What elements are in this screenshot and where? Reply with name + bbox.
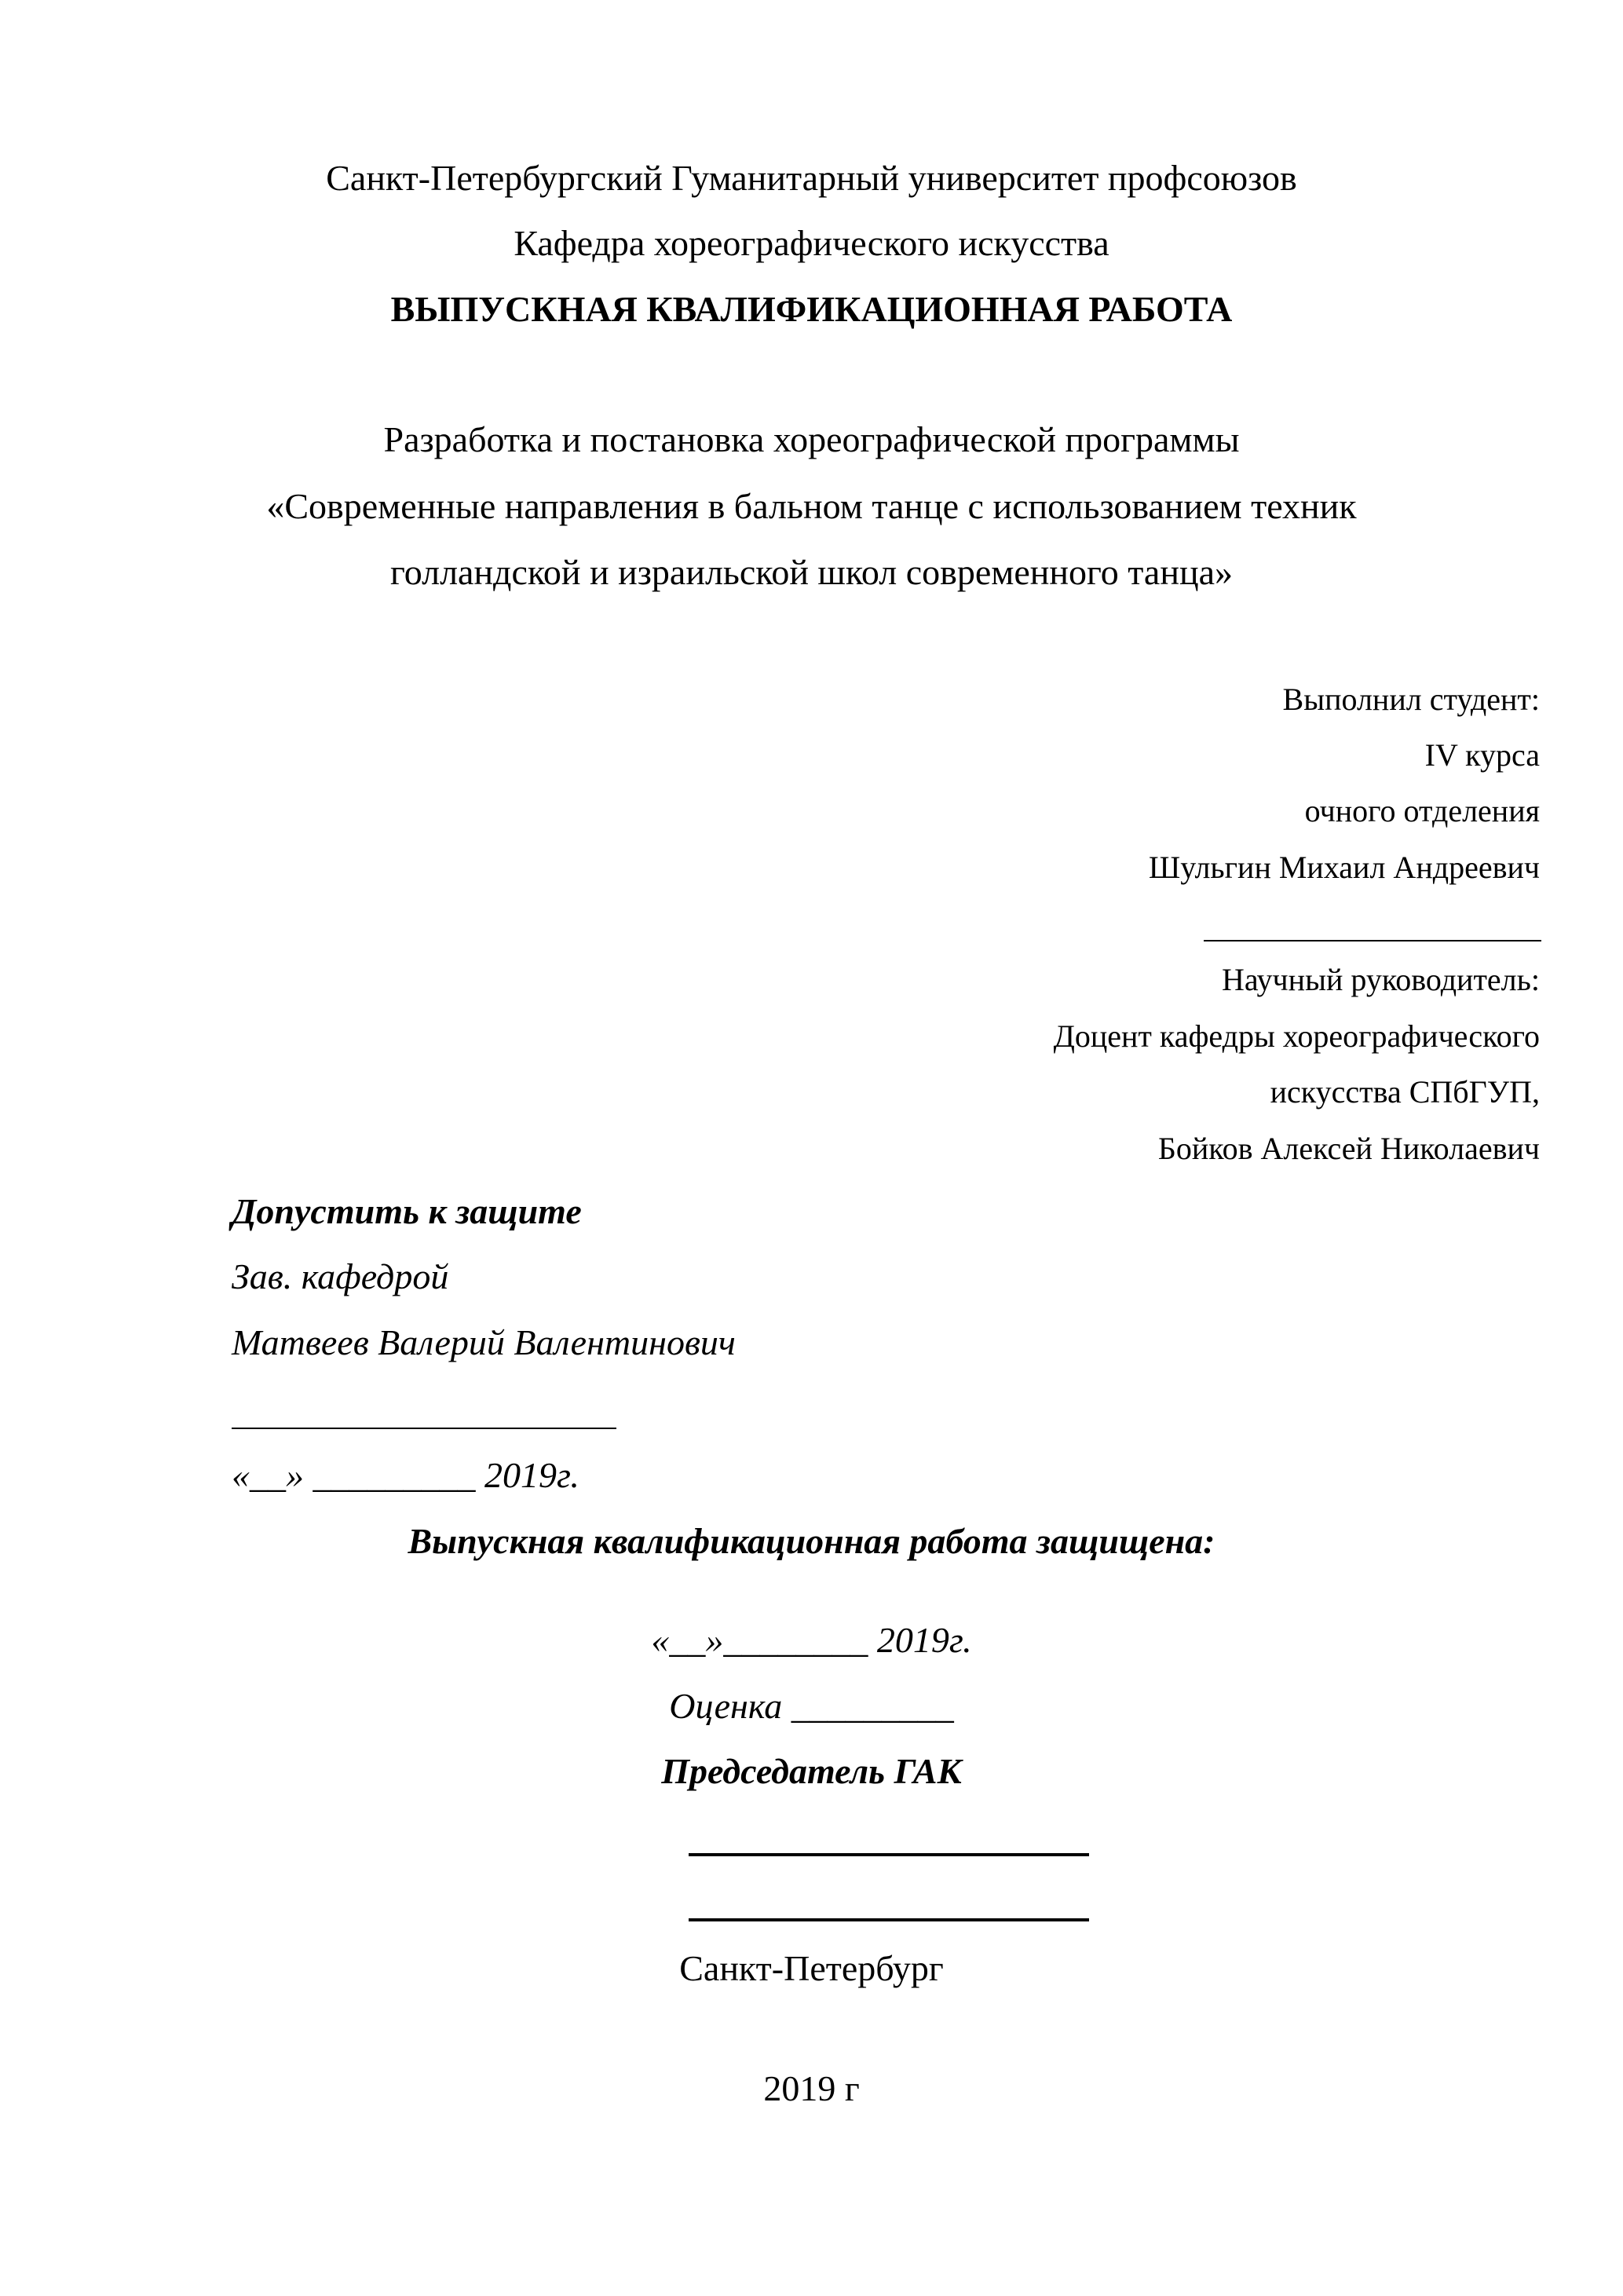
author-name: Шульгин Михаил Андреевич [1148,850,1540,885]
city: Санкт-Петербург [679,1948,944,1988]
department-name: Кафедра хореографического искусства [514,223,1109,263]
university-name: Санкт-Петербургский Гуманитарный университет профсоюзов [326,158,1297,198]
chair-signature-line-1 [689,1853,1089,1856]
admission-signature-line [232,1428,616,1429]
author-label: Выполнил студент: [1282,682,1540,717]
supervisor-label: Научный руководитель: [1221,962,1540,997]
admission-name: Матвеев Валерий Валентинович [232,1322,736,1362]
defense-chair: Председатель ГАК [661,1751,962,1791]
defense-title: Выпускная квалификационная работа защищена: [408,1521,1215,1561]
topic-line-1: Разработка и постановка хореографической программы [383,419,1240,459]
admission-title: Допустить к защите [232,1191,582,1231]
supervisor-position-line-1: Доцент кафедры хореографического [1053,1018,1540,1054]
author-signature-line [1204,940,1541,941]
topic-line-3: голландской и израильской школ современного танца» [390,552,1233,592]
admission-role: Зав. кафедрой [232,1256,449,1296]
document-type: ВЫПУСКНАЯ КВАЛИФИКАЦИОННАЯ РАБОТА [390,289,1233,329]
defense-date: «__»________ 2019г. [651,1620,972,1660]
year: 2019 г [763,2068,860,2108]
author-form: очного отделения [1304,793,1540,828]
admission-date: «__» _________ 2019г. [232,1455,579,1495]
chair-signature-line-2 [689,1918,1089,1921]
supervisor-name: Бойков Алексей Николаевич [1157,1131,1540,1166]
author-course: IV курса [1424,737,1540,773]
supervisor-position-line-2: искусства СПбГУП, [1270,1074,1540,1110]
topic-line-2: «Современные направления в бальном танце с использованием техник [266,486,1357,526]
defense-grade: Оценка _________ [669,1686,954,1726]
